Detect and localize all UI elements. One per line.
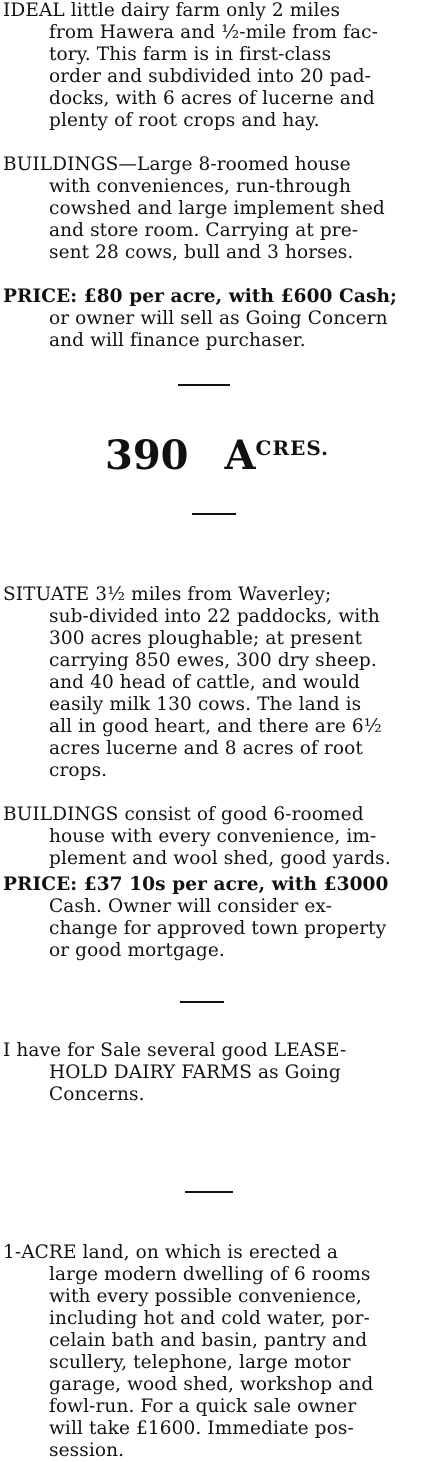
ad2-situate-line: easily milk 130 cows. The land is: [49, 694, 362, 715]
ad2-situate-line: acres lucerne and 8 acres of root: [49, 738, 363, 759]
ad2-price-line: change for approved town property: [49, 918, 387, 939]
ad4-line: fowl-run. For a quick sale owner: [49, 1396, 357, 1417]
ad2-buildings-line: plement and wool shed, good yards.: [49, 848, 391, 869]
ad2-situate-line: and 40 head of cattle, and would: [49, 672, 360, 693]
acreage-heading: [105, 432, 329, 479]
ad1-intro-line: from Hawera and ½-mile from fac-: [49, 22, 378, 43]
divider-rule: [178, 384, 230, 386]
acres-rest: CRES.: [255, 436, 330, 460]
ad4-line: garage, wood shed, workshop and: [49, 1374, 374, 1395]
ad4-line: celain bath and basin, pantry and: [49, 1330, 368, 1351]
ad4-paragraph: [3, 1242, 422, 1462]
ad2-situate-line: all in good heart, and there are 6½: [49, 716, 382, 737]
ad2-situate-line: carrying 850 ewes, 300 dry sheep.: [49, 650, 377, 671]
ad1-price-paragraph: [3, 286, 422, 352]
ad3-line: I have for Sale several good LEASE-: [3, 1040, 347, 1061]
ad2-buildings-line: house with every convenience, im-: [49, 826, 377, 847]
ad2-price-line: Cash. Owner will consider ex-: [49, 896, 332, 917]
ad4-line: session.: [49, 1440, 125, 1461]
ad2-situate-line: 300 acres ploughable; at present: [49, 628, 363, 649]
ad1-buildings-line: BUILDINGS—Large 8-roomed house: [3, 154, 351, 175]
ad4-line: with every possible convenience,: [49, 1286, 362, 1307]
ad1-intro-line: plenty of root crops and hay.: [49, 110, 320, 131]
divider-rule: [192, 513, 236, 515]
ad2-price-paragraph: [3, 874, 422, 962]
ad2-situate-line: SITUATE 3½ miles from Waverley;: [3, 584, 332, 605]
ad3-line: Concerns.: [49, 1084, 145, 1105]
ad4-line: including hot and cold water, por-: [49, 1308, 370, 1329]
ad1-buildings-line: with conveniences, run-through: [49, 176, 351, 197]
acres-initial: A: [224, 432, 256, 479]
ad4-line: 1-ACRE land, on which is erected a: [3, 1242, 338, 1263]
ad1-price-line: PRICE: £80 per acre, with £600 Cash;: [3, 286, 397, 307]
ad2-buildings-line: BUILDINGS consist of good 6-roomed: [3, 804, 364, 825]
ad1-buildings-paragraph: [3, 154, 422, 264]
ad4-line: large modern dwelling of 6 rooms: [49, 1264, 371, 1285]
ad3-paragraph: [3, 1040, 422, 1106]
ad3-line: HOLD DAIRY FARMS as Going: [49, 1062, 341, 1083]
ad1-intro-paragraph: [3, 0, 422, 132]
ad1-buildings-line: and store room. Carrying at pre-: [49, 220, 359, 241]
ad2-price-line: PRICE: £37 10s per acre, with £3000: [3, 874, 389, 895]
ad1-intro-line: tory. This farm is in first-class: [49, 44, 332, 65]
ad1-intro-line: docks, with 6 acres of lucerne and: [49, 88, 375, 109]
ad4-line: will take £1600. Immediate pos-: [49, 1418, 354, 1439]
acreage-number: 390: [105, 432, 189, 479]
ad2-situate-line: crops.: [49, 760, 108, 781]
ad2-price-line: or good mortgage.: [49, 940, 225, 961]
ad1-buildings-line: sent 28 cows, bull and 3 horses.: [49, 242, 354, 263]
ad2-situate-paragraph: [3, 584, 422, 782]
divider-rule: [185, 1191, 233, 1193]
ad2-situate-line: sub-divided into 22 paddocks, with: [49, 606, 380, 627]
ad1-intro-line: IDEAL little dairy farm only 2 miles: [3, 0, 341, 21]
ad1-intro-line: order and subdivided into 20 pad-: [49, 66, 372, 87]
ad1-price-line: or owner will sell as Going Concern: [49, 308, 388, 329]
divider-rule: [180, 1001, 224, 1003]
ad1-buildings-line: cowshed and large implement shed: [49, 198, 385, 219]
ad4-line: scullery, telephone, large motor: [49, 1352, 351, 1373]
ad2-buildings-paragraph: [3, 804, 422, 870]
ad1-price-line: and will finance purchaser.: [49, 330, 306, 351]
